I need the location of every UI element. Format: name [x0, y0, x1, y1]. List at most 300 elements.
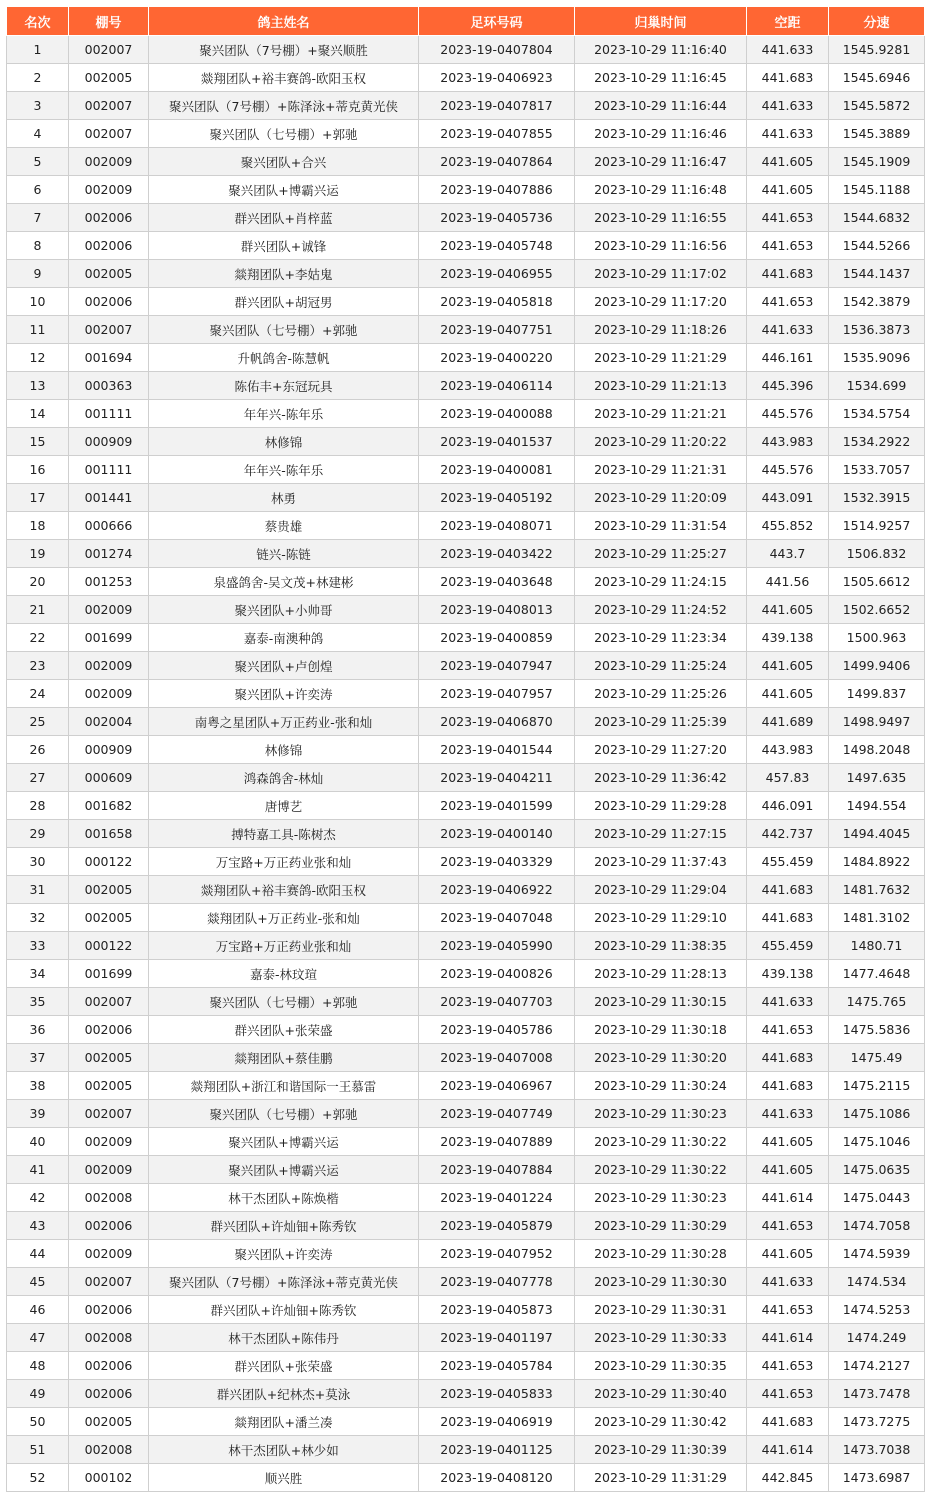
cell-rank: 27 [7, 764, 69, 792]
cell-distance: 441.605 [747, 148, 829, 176]
cell-distance: 445.576 [747, 400, 829, 428]
cell-owner-name: 唐博艺 [149, 792, 419, 820]
cell-loft-number: 002005 [69, 876, 149, 904]
cell-loft-number: 002009 [69, 148, 149, 176]
cell-owner-name: 聚兴团队（7号棚）+陈泽泳+蒂克黄光侠 [149, 1268, 419, 1296]
cell-owner-name: 嘉泰-南澳种鸽 [149, 624, 419, 652]
cell-arrival-time: 2023-10-29 11:23:34 [575, 624, 747, 652]
cell-owner-name: 林干杰团队+陈伟丹 [149, 1324, 419, 1352]
cell-rank: 45 [7, 1268, 69, 1296]
cell-loft-number: 002004 [69, 708, 149, 736]
cell-arrival-time: 2023-10-29 11:27:20 [575, 736, 747, 764]
table-row [7, 1324, 925, 1352]
cell-owner-name: 聚兴团队（七号棚）+郭驰 [149, 120, 419, 148]
table-row [7, 904, 925, 932]
cell-loft-number: 002006 [69, 204, 149, 232]
cell-speed: 1474.2127 [829, 1352, 925, 1380]
cell-loft-number: 001694 [69, 344, 149, 372]
cell-ring-number: 2023-19-0406923 [419, 64, 575, 92]
cell-arrival-time: 2023-10-29 11:31:54 [575, 512, 747, 540]
table-row [7, 484, 925, 512]
cell-speed: 1473.7275 [829, 1408, 925, 1436]
cell-ring-number: 2023-19-0401125 [419, 1436, 575, 1464]
cell-owner-name: 林干杰团队+陈焕楷 [149, 1184, 419, 1212]
cell-owner-name: 搏特嘉工具-陈树杰 [149, 820, 419, 848]
cell-loft-number: 002006 [69, 1352, 149, 1380]
cell-loft-number: 002006 [69, 232, 149, 260]
cell-rank: 13 [7, 372, 69, 400]
cell-rank: 33 [7, 932, 69, 960]
cell-speed: 1500.963 [829, 624, 925, 652]
cell-speed: 1542.3879 [829, 288, 925, 316]
cell-arrival-time: 2023-10-29 11:30:23 [575, 1184, 747, 1212]
cell-arrival-time: 2023-10-29 11:30:24 [575, 1072, 747, 1100]
cell-ring-number: 2023-19-0403329 [419, 848, 575, 876]
cell-loft-number: 002007 [69, 988, 149, 1016]
cell-ring-number: 2023-19-0400140 [419, 820, 575, 848]
cell-distance: 443.983 [747, 428, 829, 456]
cell-rank: 47 [7, 1324, 69, 1352]
cell-owner-name: 林修锦 [149, 736, 419, 764]
table-row [7, 988, 925, 1016]
cell-owner-name: 群兴团队+诚锋 [149, 232, 419, 260]
cell-ring-number: 2023-19-0401544 [419, 736, 575, 764]
cell-owner-name: 万宝路+万正药业张和灿 [149, 848, 419, 876]
cell-speed: 1475.5836 [829, 1016, 925, 1044]
cell-rank: 38 [7, 1072, 69, 1100]
cell-distance: 443.7 [747, 540, 829, 568]
cell-ring-number: 2023-19-0400859 [419, 624, 575, 652]
table-row [7, 260, 925, 288]
cell-owner-name: 林勇 [149, 484, 419, 512]
cell-rank: 15 [7, 428, 69, 456]
cell-arrival-time: 2023-10-29 11:31:29 [575, 1464, 747, 1492]
cell-loft-number: 002007 [69, 316, 149, 344]
cell-arrival-time: 2023-10-29 11:29:28 [575, 792, 747, 820]
cell-loft-number: 000909 [69, 428, 149, 456]
table-row [7, 428, 925, 456]
cell-owner-name: 聚兴团队+许奕涛 [149, 680, 419, 708]
table-row [7, 120, 925, 148]
cell-distance: 457.83 [747, 764, 829, 792]
cell-rank: 41 [7, 1156, 69, 1184]
table-row [7, 288, 925, 316]
cell-ring-number: 2023-19-0405873 [419, 1296, 575, 1324]
cell-speed: 1474.7058 [829, 1212, 925, 1240]
cell-rank: 48 [7, 1352, 69, 1380]
table-row [7, 568, 925, 596]
table-row [7, 1352, 925, 1380]
cell-ring-number: 2023-19-0405879 [419, 1212, 575, 1240]
cell-arrival-time: 2023-10-29 11:30:22 [575, 1156, 747, 1184]
cell-rank: 39 [7, 1100, 69, 1128]
cell-ring-number: 2023-19-0407957 [419, 680, 575, 708]
cell-loft-number: 002007 [69, 92, 149, 120]
cell-speed: 1544.6832 [829, 204, 925, 232]
cell-speed: 1502.6652 [829, 596, 925, 624]
cell-ring-number: 2023-19-0407751 [419, 316, 575, 344]
cell-loft-number: 001699 [69, 960, 149, 988]
cell-speed: 1499.9406 [829, 652, 925, 680]
cell-distance: 442.737 [747, 820, 829, 848]
cell-speed: 1535.9096 [829, 344, 925, 372]
cell-rank: 10 [7, 288, 69, 316]
table-row [7, 1044, 925, 1072]
cell-speed: 1474.534 [829, 1268, 925, 1296]
cell-ring-number: 2023-19-0403422 [419, 540, 575, 568]
cell-distance: 441.653 [747, 1212, 829, 1240]
cell-distance: 446.091 [747, 792, 829, 820]
cell-loft-number: 002007 [69, 1100, 149, 1128]
cell-arrival-time: 2023-10-29 11:36:42 [575, 764, 747, 792]
cell-ring-number: 2023-19-0406114 [419, 372, 575, 400]
cell-arrival-time: 2023-10-29 11:37:43 [575, 848, 747, 876]
cell-loft-number: 002005 [69, 260, 149, 288]
cell-speed: 1545.1909 [829, 148, 925, 176]
cell-speed: 1536.3873 [829, 316, 925, 344]
cell-arrival-time: 2023-10-29 11:30:33 [575, 1324, 747, 1352]
cell-owner-name: 聚兴团队（七号棚）+郭驰 [149, 1100, 419, 1128]
column-header-owner-name: 鸽主姓名 [149, 7, 419, 36]
cell-loft-number: 002007 [69, 1268, 149, 1296]
cell-rank: 12 [7, 344, 69, 372]
cell-owner-name: 燚翔团队+浙江和谐国际一王慕雷 [149, 1072, 419, 1100]
race-results-table [6, 6, 925, 1492]
cell-arrival-time: 2023-10-29 11:16:56 [575, 232, 747, 260]
cell-rank: 50 [7, 1408, 69, 1436]
cell-ring-number: 2023-19-0401224 [419, 1184, 575, 1212]
cell-speed: 1484.8922 [829, 848, 925, 876]
table-row [7, 512, 925, 540]
cell-distance: 441.633 [747, 120, 829, 148]
cell-ring-number: 2023-19-0407889 [419, 1128, 575, 1156]
cell-rank: 40 [7, 1128, 69, 1156]
cell-owner-name: 链兴-陈链 [149, 540, 419, 568]
cell-owner-name: 聚兴团队+小帅哥 [149, 596, 419, 624]
cell-arrival-time: 2023-10-29 11:30:31 [575, 1296, 747, 1324]
cell-loft-number: 001441 [69, 484, 149, 512]
cell-owner-name: 燚翔团队+裕丰赛鸽-欧阳玉权 [149, 876, 419, 904]
cell-ring-number: 2023-19-0401537 [419, 428, 575, 456]
cell-owner-name: 群兴团队+肖梓蓝 [149, 204, 419, 232]
cell-arrival-time: 2023-10-29 11:30:28 [575, 1240, 747, 1268]
table-row [7, 1296, 925, 1324]
table-row [7, 1464, 925, 1492]
cell-distance: 441.56 [747, 568, 829, 596]
cell-loft-number: 002005 [69, 904, 149, 932]
cell-speed: 1475.0443 [829, 1184, 925, 1212]
cell-distance: 441.683 [747, 1408, 829, 1436]
cell-distance: 455.852 [747, 512, 829, 540]
cell-owner-name: 鸿森鸽舍-林灿 [149, 764, 419, 792]
cell-speed: 1499.837 [829, 680, 925, 708]
cell-arrival-time: 2023-10-29 11:30:22 [575, 1128, 747, 1156]
cell-distance: 441.633 [747, 36, 829, 64]
column-header-rank: 名次 [7, 7, 69, 36]
cell-distance: 441.653 [747, 1352, 829, 1380]
cell-speed: 1475.765 [829, 988, 925, 1016]
cell-distance: 441.605 [747, 596, 829, 624]
table-row [7, 960, 925, 988]
cell-distance: 441.633 [747, 988, 829, 1016]
cell-ring-number: 2023-19-0400826 [419, 960, 575, 988]
cell-ring-number: 2023-19-0408013 [419, 596, 575, 624]
cell-arrival-time: 2023-10-29 11:16:55 [575, 204, 747, 232]
cell-distance: 441.653 [747, 232, 829, 260]
cell-distance: 443.983 [747, 736, 829, 764]
table-row [7, 932, 925, 960]
cell-distance: 439.138 [747, 624, 829, 652]
table-row [7, 1184, 925, 1212]
cell-loft-number: 002006 [69, 288, 149, 316]
cell-rank: 23 [7, 652, 69, 680]
cell-rank: 14 [7, 400, 69, 428]
cell-rank: 26 [7, 736, 69, 764]
table-row [7, 708, 925, 736]
results-table-container [6, 6, 924, 1492]
cell-loft-number: 001111 [69, 456, 149, 484]
cell-loft-number: 000122 [69, 848, 149, 876]
cell-distance: 441.605 [747, 1240, 829, 1268]
cell-ring-number: 2023-19-0406919 [419, 1408, 575, 1436]
header-row [7, 7, 925, 36]
table-row [7, 1016, 925, 1044]
cell-owner-name: 群兴团队+纪林杰+莫泳 [149, 1380, 419, 1408]
cell-arrival-time: 2023-10-29 11:30:42 [575, 1408, 747, 1436]
cell-distance: 441.653 [747, 1380, 829, 1408]
cell-arrival-time: 2023-10-29 11:30:35 [575, 1352, 747, 1380]
cell-distance: 441.633 [747, 1268, 829, 1296]
table-row [7, 848, 925, 876]
cell-distance: 441.653 [747, 1016, 829, 1044]
cell-rank: 18 [7, 512, 69, 540]
cell-loft-number: 002006 [69, 1296, 149, 1324]
cell-distance: 441.605 [747, 652, 829, 680]
table-row [7, 1268, 925, 1296]
cell-arrival-time: 2023-10-29 11:30:15 [575, 988, 747, 1016]
cell-ring-number: 2023-19-0407778 [419, 1268, 575, 1296]
table-row [7, 372, 925, 400]
table-row [7, 232, 925, 260]
table-row [7, 1408, 925, 1436]
table-row [7, 624, 925, 652]
table-row [7, 1128, 925, 1156]
cell-ring-number: 2023-19-0407048 [419, 904, 575, 932]
cell-ring-number: 2023-19-0406922 [419, 876, 575, 904]
cell-owner-name: 聚兴团队+合兴 [149, 148, 419, 176]
cell-speed: 1477.4648 [829, 960, 925, 988]
cell-ring-number: 2023-19-0405192 [419, 484, 575, 512]
cell-arrival-time: 2023-10-29 11:25:26 [575, 680, 747, 708]
cell-ring-number: 2023-19-0400220 [419, 344, 575, 372]
cell-distance: 445.396 [747, 372, 829, 400]
cell-arrival-time: 2023-10-29 11:30:39 [575, 1436, 747, 1464]
cell-ring-number: 2023-19-0407886 [419, 176, 575, 204]
table-row [7, 792, 925, 820]
cell-owner-name: 蔡贵雄 [149, 512, 419, 540]
cell-speed: 1498.9497 [829, 708, 925, 736]
table-header [7, 7, 925, 36]
cell-speed: 1498.2048 [829, 736, 925, 764]
cell-distance: 441.614 [747, 1184, 829, 1212]
cell-speed: 1475.49 [829, 1044, 925, 1072]
column-header-distance: 空距 [747, 7, 829, 36]
table-row [7, 1240, 925, 1268]
table-row [7, 680, 925, 708]
cell-ring-number: 2023-19-0407884 [419, 1156, 575, 1184]
cell-loft-number: 001682 [69, 792, 149, 820]
cell-rank: 29 [7, 820, 69, 848]
cell-owner-name: 陈佑丰+东冠玩具 [149, 372, 419, 400]
table-row [7, 1212, 925, 1240]
cell-arrival-time: 2023-10-29 11:16:48 [575, 176, 747, 204]
cell-loft-number: 001111 [69, 400, 149, 428]
cell-loft-number: 000122 [69, 932, 149, 960]
cell-rank: 52 [7, 1464, 69, 1492]
cell-rank: 34 [7, 960, 69, 988]
cell-speed: 1506.832 [829, 540, 925, 568]
cell-distance: 455.459 [747, 932, 829, 960]
cell-rank: 51 [7, 1436, 69, 1464]
cell-rank: 8 [7, 232, 69, 260]
cell-loft-number: 002007 [69, 36, 149, 64]
cell-arrival-time: 2023-10-29 11:16:46 [575, 120, 747, 148]
cell-arrival-time: 2023-10-29 11:29:04 [575, 876, 747, 904]
cell-owner-name: 聚兴团队+许奕涛 [149, 1240, 419, 1268]
cell-ring-number: 2023-19-0406955 [419, 260, 575, 288]
column-header-speed: 分速 [829, 7, 925, 36]
cell-speed: 1494.4045 [829, 820, 925, 848]
cell-ring-number: 2023-19-0405786 [419, 1016, 575, 1044]
table-row [7, 1380, 925, 1408]
cell-loft-number: 000102 [69, 1464, 149, 1492]
cell-arrival-time: 2023-10-29 11:28:13 [575, 960, 747, 988]
cell-owner-name: 聚兴团队+博霸兴运 [149, 1156, 419, 1184]
cell-arrival-time: 2023-10-29 11:20:22 [575, 428, 747, 456]
cell-speed: 1475.2115 [829, 1072, 925, 1100]
cell-ring-number: 2023-19-0405784 [419, 1352, 575, 1380]
cell-speed: 1474.249 [829, 1324, 925, 1352]
cell-owner-name: 燚翔团队+蔡佳鹏 [149, 1044, 419, 1072]
cell-speed: 1481.3102 [829, 904, 925, 932]
cell-speed: 1473.7038 [829, 1436, 925, 1464]
cell-loft-number: 001658 [69, 820, 149, 848]
cell-speed: 1475.1086 [829, 1100, 925, 1128]
table-row [7, 1436, 925, 1464]
cell-ring-number: 2023-19-0407008 [419, 1044, 575, 1072]
table-row [7, 92, 925, 120]
cell-loft-number: 002005 [69, 1072, 149, 1100]
cell-arrival-time: 2023-10-29 11:21:31 [575, 456, 747, 484]
cell-owner-name: 年年兴-陈年乐 [149, 400, 419, 428]
table-row [7, 1100, 925, 1128]
cell-ring-number: 2023-19-0405833 [419, 1380, 575, 1408]
cell-owner-name: 嘉泰-林玟瑄 [149, 960, 419, 988]
cell-speed: 1544.1437 [829, 260, 925, 288]
cell-owner-name: 燚翔团队+李姑鬼 [149, 260, 419, 288]
cell-loft-number: 002008 [69, 1324, 149, 1352]
table-row [7, 316, 925, 344]
cell-speed: 1545.3889 [829, 120, 925, 148]
cell-owner-name: 聚兴团队（七号棚）+郭驰 [149, 988, 419, 1016]
cell-distance: 441.683 [747, 876, 829, 904]
cell-arrival-time: 2023-10-29 11:30:23 [575, 1100, 747, 1128]
cell-loft-number: 002009 [69, 1128, 149, 1156]
cell-rank: 25 [7, 708, 69, 736]
cell-rank: 31 [7, 876, 69, 904]
column-header-ring-number: 足环号码 [419, 7, 575, 36]
cell-distance: 441.614 [747, 1324, 829, 1352]
cell-loft-number: 000666 [69, 512, 149, 540]
cell-arrival-time: 2023-10-29 11:29:10 [575, 904, 747, 932]
cell-speed: 1480.71 [829, 932, 925, 960]
cell-ring-number: 2023-19-0408071 [419, 512, 575, 540]
cell-ring-number: 2023-19-0407947 [419, 652, 575, 680]
cell-owner-name: 燚翔团队+潘兰凑 [149, 1408, 419, 1436]
cell-loft-number: 002006 [69, 1016, 149, 1044]
cell-speed: 1481.7632 [829, 876, 925, 904]
cell-rank: 16 [7, 456, 69, 484]
cell-speed: 1534.699 [829, 372, 925, 400]
cell-owner-name: 聚兴团队（七号棚）+郭驰 [149, 316, 419, 344]
table-row [7, 540, 925, 568]
cell-owner-name: 燚翔团队+万正药业-张和灿 [149, 904, 419, 932]
cell-loft-number: 002009 [69, 1156, 149, 1184]
cell-rank: 28 [7, 792, 69, 820]
cell-arrival-time: 2023-10-29 11:16:47 [575, 148, 747, 176]
cell-loft-number: 002009 [69, 652, 149, 680]
cell-loft-number: 002008 [69, 1436, 149, 1464]
cell-speed: 1474.5253 [829, 1296, 925, 1324]
cell-owner-name: 聚兴团队+博霸兴运 [149, 176, 419, 204]
cell-distance: 441.689 [747, 708, 829, 736]
cell-rank: 7 [7, 204, 69, 232]
cell-arrival-time: 2023-10-29 11:25:27 [575, 540, 747, 568]
cell-ring-number: 2023-19-0407855 [419, 120, 575, 148]
cell-loft-number: 002005 [69, 64, 149, 92]
cell-arrival-time: 2023-10-29 11:24:15 [575, 568, 747, 596]
cell-owner-name: 林干杰团队+林少如 [149, 1436, 419, 1464]
cell-speed: 1505.6612 [829, 568, 925, 596]
cell-rank: 36 [7, 1016, 69, 1044]
cell-speed: 1473.7478 [829, 1380, 925, 1408]
cell-speed: 1475.0635 [829, 1156, 925, 1184]
cell-rank: 3 [7, 92, 69, 120]
cell-arrival-time: 2023-10-29 11:30:29 [575, 1212, 747, 1240]
cell-owner-name: 群兴团队+许灿钿+陈秀钦 [149, 1212, 419, 1240]
cell-loft-number: 002006 [69, 1380, 149, 1408]
cell-loft-number: 002009 [69, 596, 149, 624]
cell-rank: 22 [7, 624, 69, 652]
cell-distance: 455.459 [747, 848, 829, 876]
table-row [7, 204, 925, 232]
table-row [7, 596, 925, 624]
cell-distance: 441.605 [747, 1128, 829, 1156]
cell-distance: 446.161 [747, 344, 829, 372]
cell-distance: 441.605 [747, 176, 829, 204]
cell-arrival-time: 2023-10-29 11:38:35 [575, 932, 747, 960]
cell-arrival-time: 2023-10-29 11:21:29 [575, 344, 747, 372]
cell-rank: 35 [7, 988, 69, 1016]
cell-owner-name: 群兴团队+张荣盛 [149, 1352, 419, 1380]
cell-rank: 49 [7, 1380, 69, 1408]
cell-owner-name: 年年兴-陈年乐 [149, 456, 419, 484]
cell-loft-number: 002009 [69, 1240, 149, 1268]
cell-arrival-time: 2023-10-29 11:17:02 [575, 260, 747, 288]
cell-rank: 44 [7, 1240, 69, 1268]
cell-ring-number: 2023-19-0407749 [419, 1100, 575, 1128]
cell-owner-name: 升帆鸽舍-陈慧帆 [149, 344, 419, 372]
